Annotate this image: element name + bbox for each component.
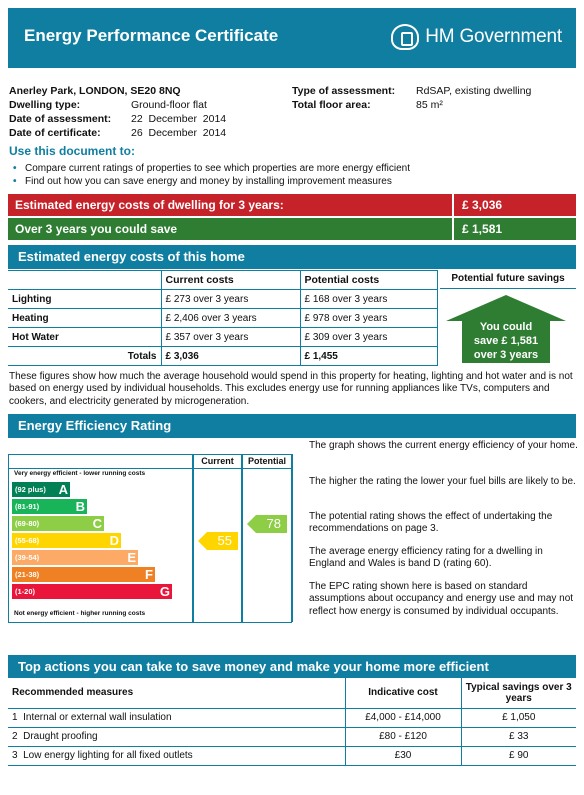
rating-band-b	[12, 499, 87, 514]
measure-name: Draught proofing	[23, 731, 98, 742]
rating-band-d	[12, 533, 121, 548]
estimated-cost-value: £ 3,036	[452, 194, 576, 216]
rating-paragraph: The average energy efficiency rating for a dwelling in England and Wales is band D (rating 60).	[309, 546, 543, 570]
certificate-date-label: Date of certificate:	[9, 127, 101, 139]
bullet-icon: •	[13, 176, 17, 187]
row-label: Hot Water	[8, 328, 161, 347]
assessment-date-label: Date of assessment:	[9, 113, 112, 125]
measure-cost: £30	[345, 746, 461, 765]
band-range: (1-20)	[15, 587, 36, 596]
band-range: (55-68)	[15, 536, 40, 545]
band-range: (69-80)	[15, 519, 40, 528]
table-header-row	[8, 678, 576, 708]
page-title: Energy Performance Certificate	[24, 26, 279, 45]
measure-name: Low energy lighting for all fixed outlets	[23, 750, 193, 761]
property-details	[9, 84, 226, 140]
table-row	[8, 328, 437, 347]
rating-paragraph: The EPC rating shown here is based on standard assumptions about occupancy and energy use and may not reflect how energy is consumed by individual occupants.	[309, 581, 574, 617]
current-cost-cell: £ 2,406 over 3 years	[161, 309, 300, 328]
band-range: (21-38)	[15, 570, 40, 579]
band-range: (92 plus)	[15, 485, 46, 494]
current-cost-cell: £ 357 over 3 years	[161, 328, 300, 347]
potential-rating-pointer	[247, 515, 287, 533]
savings-arrow-text: You could save £ 1,581 over 3 years	[473, 321, 539, 361]
dwelling-type-label: Dwelling type:	[9, 99, 81, 111]
dwelling-type-value: Ground-floor flat	[131, 99, 207, 111]
costs-section-heading: Estimated energy costs of this home	[8, 245, 576, 269]
bullet-icon: •	[13, 163, 17, 174]
measure-number: 2	[12, 731, 18, 742]
total-potential-cell: £ 1,455	[300, 347, 437, 366]
potential-rating-value: 78	[266, 516, 281, 531]
actions-table	[8, 678, 576, 766]
estimated-cost-label: Estimated energy costs of dwelling for 3 years:	[15, 198, 284, 212]
current-column-header: Current	[201, 456, 234, 466]
measure-saving: £ 90	[461, 746, 576, 765]
savings-value: £ 1,581	[452, 218, 576, 240]
table-row	[8, 727, 576, 746]
measure-number: 3	[12, 750, 18, 761]
total-current-cell: £ 3,036	[161, 347, 300, 366]
property-address: Anerley Park, LONDON, SE20 8NQ	[9, 85, 181, 97]
costs-explanation: These figures show how much the average household would spend in this property for heating, lighting and hot water and is not based on energy used by individual households. This excludes energy use for running appliances like TVs, computers and cookers, and electricity generated by microgeneration.	[9, 371, 573, 407]
band-letter: A	[58, 482, 68, 497]
future-savings-header: Potential future savings	[440, 270, 576, 289]
costs-table	[8, 270, 438, 366]
rating-paragraph: The potential rating shows the effect of undertaking the recommendations on page 3.	[309, 511, 553, 535]
floor-area-label: Total floor area:	[292, 99, 371, 111]
current-cost-cell: £ 273 over 3 years	[161, 290, 300, 309]
measures-header: Recommended measures	[8, 678, 345, 708]
current-rating-value: 55	[217, 533, 232, 548]
savings-label: Over 3 years you could save	[15, 222, 178, 236]
table-header-row	[8, 271, 437, 290]
floor-area-value: 85 m²	[416, 99, 443, 111]
band-letter: G	[159, 584, 170, 599]
list-item: • Find out how you can save energy and money by installing improvement measures	[13, 176, 392, 187]
header-banner	[8, 8, 576, 68]
potential-costs-header: Potential costs	[300, 271, 437, 290]
measure-cost: £4,000 - £14,000	[345, 708, 461, 727]
current-costs-header: Current costs	[161, 271, 300, 290]
totals-label: Totals	[8, 347, 161, 366]
potential-cost-cell: £ 168 over 3 years	[300, 290, 437, 309]
government-name: HM Government	[425, 26, 562, 47]
band-letter: C	[92, 516, 102, 531]
estimated-cost-bar	[8, 194, 576, 216]
rating-band-a	[12, 482, 70, 497]
efficient-caption: Very energy efficient - lower running costs	[14, 470, 146, 477]
assessment-type-label: Type of assessment:	[292, 85, 396, 97]
inefficient-caption: Not energy efficient - higher running costs	[14, 610, 146, 617]
rating-band-e	[12, 550, 138, 565]
row-label: Heating	[8, 309, 161, 328]
totals-row	[8, 347, 437, 366]
table-row	[8, 290, 437, 309]
band-range: (81-91)	[15, 502, 40, 511]
measure-cost: £80 - £120	[345, 727, 461, 746]
band-letter: B	[75, 499, 85, 514]
rating-section-heading: Energy Efficiency Rating	[8, 414, 576, 438]
band-letter: D	[109, 533, 119, 548]
measure-number: 1	[12, 712, 18, 723]
potential-cost-cell: £ 978 over 3 years	[300, 309, 437, 328]
savings-bar	[8, 218, 576, 240]
rating-paragraph: The higher the rating the lower your fuel bills are likely to be.	[309, 476, 576, 487]
government-logo	[391, 24, 562, 50]
rating-paragraph: The graph shows the current energy efficiency of your home.	[309, 440, 578, 451]
actions-section-heading: Top actions you can take to save money and make your home more efficient	[8, 655, 576, 678]
table-row	[8, 746, 576, 765]
assessment-type-value: RdSAP, existing dwelling	[416, 85, 532, 97]
measure-name: Internal or external wall insulation	[23, 712, 172, 723]
rating-band-c	[12, 516, 104, 531]
measure-saving: £ 1,050	[461, 708, 576, 727]
row-label: Lighting	[8, 290, 161, 309]
current-rating-pointer	[198, 532, 238, 550]
table-row	[8, 708, 576, 727]
band-letter: E	[127, 550, 136, 565]
use-document-list	[13, 162, 410, 188]
royal-crest-icon	[391, 24, 419, 50]
use-document-heading: Use this document to:	[9, 144, 136, 158]
potential-cost-cell: £ 309 over 3 years	[300, 328, 437, 347]
certificate-date-value: 26 December 2014	[131, 127, 227, 139]
assessment-date-value: 22 December 2014	[131, 113, 227, 125]
rating-band-g	[12, 584, 172, 599]
rating-band-f	[12, 567, 155, 582]
band-letter: F	[145, 567, 153, 582]
list-item: • Compare current ratings of properties to see which properties are more energy efficient	[13, 163, 411, 174]
cost-header: Indicative cost	[345, 678, 461, 708]
assessment-details	[292, 84, 531, 112]
band-range: (39-54)	[15, 553, 40, 562]
table-row	[8, 309, 437, 328]
measure-saving: £ 33	[461, 727, 576, 746]
potential-column-header: Potential	[247, 456, 286, 466]
savings-header: Typical savings over 3 years	[461, 678, 576, 708]
